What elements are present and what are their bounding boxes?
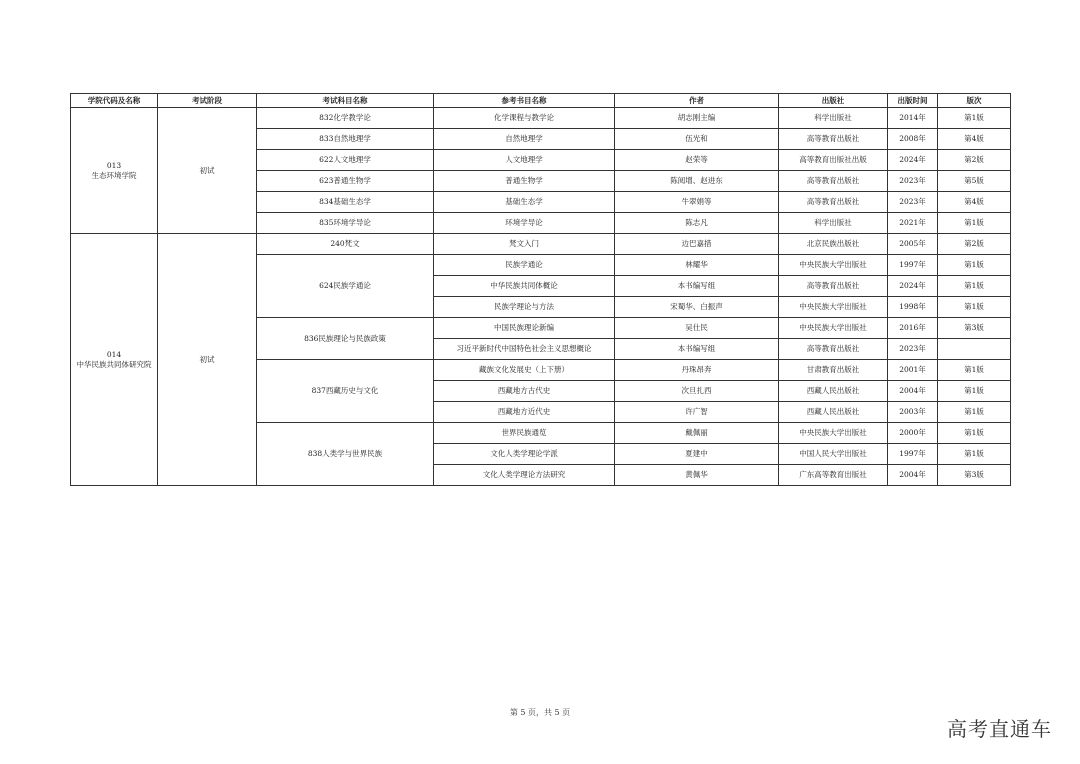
edition-cell: 第5版 [938,171,1011,192]
edition-cell: 第1版 [938,213,1011,234]
author-cell: 夏建中 [615,444,779,465]
header-publisher: 出版社 [779,94,888,108]
year-cell: 1997年 [888,444,938,465]
publisher-cell: 中央民族大学出版社 [779,255,888,276]
year-cell: 2003年 [888,402,938,423]
book-title-cell: 世界民族通览 [434,423,615,444]
subject-cell: 622人文地理学 [257,150,434,171]
publisher-cell: 中央民族大学出版社 [779,297,888,318]
publisher-cell: 甘肃教育出版社 [779,360,888,381]
year-cell: 2000年 [888,423,938,444]
book-title-cell: 习近平新时代中国特色社会主义思想概论 [434,339,615,360]
watermark-logo-text: 高考直通车 [947,717,1052,741]
year-cell: 2016年 [888,318,938,339]
author-cell: 边巴嘉措 [615,234,779,255]
year-cell: 2024年 [888,150,938,171]
publisher-cell: 高等教育出版社 [779,339,888,360]
subject-cell: 835环境学导论 [257,213,434,234]
header-author: 作者 [615,94,779,108]
edition-cell: 第3版 [938,318,1011,339]
year-cell: 2005年 [888,234,938,255]
book-title-cell: 文化人类学理论学派 [434,444,615,465]
publisher-cell: 高等教育出版社 [779,192,888,213]
college-cell [71,108,158,234]
publisher-cell: 中国人民大学出版社 [779,444,888,465]
author-cell: 林耀华 [615,255,779,276]
publisher-cell: 高等教育出版社 [779,171,888,192]
publisher-cell: 西藏人民出版社 [779,381,888,402]
book-title-cell: 藏族文化发展史（上下册） [434,360,615,381]
author-cell: 宋蜀华、白振声 [615,297,779,318]
subject-cell: 837西藏历史与文化 [257,360,434,423]
author-cell: 本书编写组 [615,276,779,297]
edition-cell: 第4版 [938,192,1011,213]
subject-cell: 834基础生态学 [257,192,434,213]
subject-cell: 838人类学与世界民族 [257,423,434,486]
publisher-cell: 高等教育出版社 [779,276,888,297]
book-title-cell: 民族学理论与方法 [434,297,615,318]
author-cell: 许广智 [615,402,779,423]
edition-cell: 第2版 [938,234,1011,255]
publisher-cell: 中央民族大学出版社 [779,318,888,339]
header-college: 学院代码及名称 [71,94,158,108]
author-cell: 吴仕民 [615,318,779,339]
book-title-cell: 中华民族共同体概论 [434,276,615,297]
subject-cell: 832化学教学论 [257,108,434,129]
year-cell: 2023年 [888,192,938,213]
year-cell: 2023年 [888,171,938,192]
edition-cell: 第1版 [938,360,1011,381]
book-title-cell: 人文地理学 [434,150,615,171]
table-row [71,108,1011,129]
college-name: 生态环境学院 [91,170,137,180]
subject-cell: 623普通生物学 [257,171,434,192]
header-book-title: 参考书目名称 [434,94,615,108]
author-cell: 胡志刚主编 [615,108,779,129]
college-code: 013 [106,160,122,170]
year-cell: 2004年 [888,381,938,402]
year-cell: 2023年 [888,339,938,360]
book-title-cell: 环境学导论 [434,213,615,234]
edition-cell: 第2版 [938,150,1011,171]
book-title-cell: 化学课程与教学论 [434,108,615,129]
college-name: 中华民族共同体研究院 [76,359,152,369]
publisher-cell: 北京民族出版社 [779,234,888,255]
author-cell: 陈阅增、赵进东 [615,171,779,192]
header-edition: 版次 [938,94,1011,108]
year-cell: 2008年 [888,129,938,150]
edition-cell: 第1版 [938,297,1011,318]
edition-cell: 第4版 [938,129,1011,150]
exam-stage-cell: 初试 [158,108,257,234]
author-cell: 陈志凡 [615,213,779,234]
year-cell: 1997年 [888,255,938,276]
author-cell: 牛翠娟等 [615,192,779,213]
book-title-cell: 民族学通论 [434,255,615,276]
edition-cell: 第1版 [938,423,1011,444]
year-cell: 2021年 [888,213,938,234]
publisher-cell: 西藏人民出版社 [779,402,888,423]
publisher-cell: 高等教育出版社 [779,129,888,150]
author-cell: 本书编写组 [615,339,779,360]
subject-cell: 833自然地理学 [257,129,434,150]
book-title-cell: 普通生物学 [434,171,615,192]
year-cell: 2001年 [888,360,938,381]
author-cell: 赵荣等 [615,150,779,171]
table-row [71,234,1011,255]
year-cell: 2024年 [888,276,938,297]
exam-stage-cell: 初试 [158,234,257,486]
header-year: 出版时间 [888,94,938,108]
author-cell: 伍光和 [615,129,779,150]
publisher-cell: 广东高等教育出版社 [779,465,888,486]
subject-cell: 836民族理论与民族政策 [257,318,434,360]
header-subject: 考试科目名称 [257,94,434,108]
page-footer: 第 5 页，共 5 页 [509,708,571,717]
edition-cell: 第1版 [938,402,1011,423]
edition-cell [938,339,1011,360]
header-stage: 考试阶段 [158,94,257,108]
author-cell: 黄佩华 [615,465,779,486]
book-title-cell: 基础生态学 [434,192,615,213]
author-cell: 戴佩丽 [615,423,779,444]
reference-book-table [70,93,1011,486]
table-header-row [71,94,1011,108]
publisher-cell: 中央民族大学出版社 [779,423,888,444]
publisher-cell: 科学出版社 [779,213,888,234]
edition-cell: 第1版 [938,381,1011,402]
year-cell: 1998年 [888,297,938,318]
college-cell [71,234,158,486]
edition-cell: 第3版 [938,465,1011,486]
book-title-cell: 中国民族理论新编 [434,318,615,339]
book-title-cell: 西藏地方古代史 [434,381,615,402]
year-cell: 2014年 [888,108,938,129]
edition-cell: 第1版 [938,108,1011,129]
edition-cell: 第1版 [938,444,1011,465]
edition-cell: 第1版 [938,276,1011,297]
publisher-cell: 高等教育出版社出版 [779,150,888,171]
subject-cell: 624民族学通论 [257,255,434,318]
college-code: 014 [106,349,122,359]
book-title-cell: 梵文入门 [434,234,615,255]
book-title-cell: 文化人类学理论方法研究 [434,465,615,486]
book-title-cell: 西藏地方近代史 [434,402,615,423]
author-cell: 次旦扎西 [615,381,779,402]
subject-cell: 240梵文 [257,234,434,255]
year-cell: 2004年 [888,465,938,486]
publisher-cell: 科学出版社 [779,108,888,129]
edition-cell: 第1版 [938,255,1011,276]
author-cell: 丹珠昂奔 [615,360,779,381]
book-title-cell: 自然地理学 [434,129,615,150]
